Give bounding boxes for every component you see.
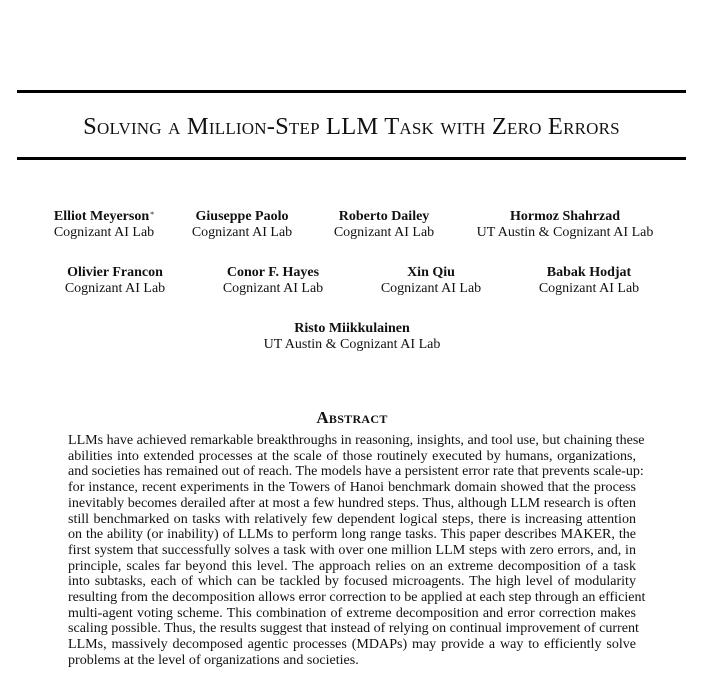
abstract-line: multi-agent voting scheme. This combination of extreme decomposition and error correction makes — [68, 604, 636, 621]
author-affiliation: UT Austin & Cognizant AI Lab — [476, 225, 654, 240]
author-block — [539, 265, 639, 297]
paper-title: Solving a Million-Step LLM Task with Zero Errors — [83, 113, 620, 140]
title-top-rule — [17, 90, 686, 93]
author-name: Giuseppe Paolo — [195, 209, 289, 224]
author-affiliation: Cognizant AI Lab — [64, 281, 166, 296]
author-affiliation: Cognizant AI Lab — [53, 225, 155, 240]
author-affiliation: UT Austin & Cognizant AI Lab — [263, 337, 441, 352]
author-name: Olivier Francon — [67, 265, 163, 280]
abstract-line: principle, scales far beyond this level. The approach relies on an extreme decomposition of a task — [68, 557, 636, 574]
abstract-line: on the ability (or inability) of LLMs to perform long range tasks. This paper describes MAKER, the — [68, 526, 636, 543]
author-name: Risto Miikkulainen — [294, 321, 410, 336]
abstract-line: first system that successfully solves a task with over one million LLM steps with zero errors, and, in — [68, 541, 636, 558]
author-name: Hormoz Shahrzad — [509, 209, 621, 224]
abstract-line: abilities into extended processes at the scale of those routinely executed by humans, organizations, — [68, 447, 636, 464]
author-affiliation: Cognizant AI Lab — [333, 225, 435, 240]
corresponding-author-mark: * — [150, 210, 155, 219]
author-name: Conor F. Hayes — [226, 265, 320, 280]
author-block — [223, 265, 323, 297]
abstract-line: and societies has remained out of reach. The models have a persistent error rate that prevents scale-up: — [68, 463, 644, 480]
author-affiliation: Cognizant AI Lab — [380, 281, 482, 296]
author-affiliation: Cognizant AI Lab — [222, 281, 324, 296]
author-name: Xin Qiu — [407, 265, 455, 280]
author-name: Elliot Meyerson* — [53, 209, 155, 224]
abstract-line: inevitably becomes derailed after at most a few hundred steps. Thus, although LLM research is often — [68, 494, 636, 511]
author-block — [54, 209, 154, 241]
author-affiliation: Cognizant AI Lab — [191, 225, 293, 240]
abstract-line: problems at the level of organizations and societies. — [68, 651, 359, 668]
title-bottom-rule — [17, 157, 686, 160]
abstract-line: resulting from the decomposition allows error correction to be applied at each step through an efficient — [68, 589, 646, 606]
abstract-line: for instance, recent experiments in the Towers of Hanoi benchmark domain showed that the process — [68, 479, 636, 496]
abstract-line: scaling possible. Thus, the results suggest that instead of relying on continual improvement of current — [68, 620, 639, 637]
abstract-line: into subtasks, each of which can be tackled by focused microagents. The high level of modularity — [68, 573, 636, 590]
abstract-heading: Abstract — [316, 408, 388, 427]
abstract-line: LLMs have achieved remarkable breakthroughs in reasoning, insights, and tool use, but chaining these — [68, 432, 645, 448]
author-name: Babak Hodjat — [546, 265, 632, 280]
abstract-line: LLMs, massively decomposed agentic processes (MDAPs) may provide a way to efficiently solve — [68, 636, 636, 653]
author-block — [334, 209, 434, 241]
author-block — [65, 265, 165, 297]
abstract-line: still benchmarked on tasks with relatively few dependent logical steps, there is increasing attention — [68, 510, 636, 527]
author-block — [381, 265, 481, 297]
author-affiliation: Cognizant AI Lab — [538, 281, 640, 296]
author-name: Roberto Dailey — [338, 209, 430, 224]
author-block — [192, 209, 292, 241]
author-block — [477, 209, 654, 241]
abstract-body — [68, 432, 646, 669]
author-block — [264, 321, 441, 353]
